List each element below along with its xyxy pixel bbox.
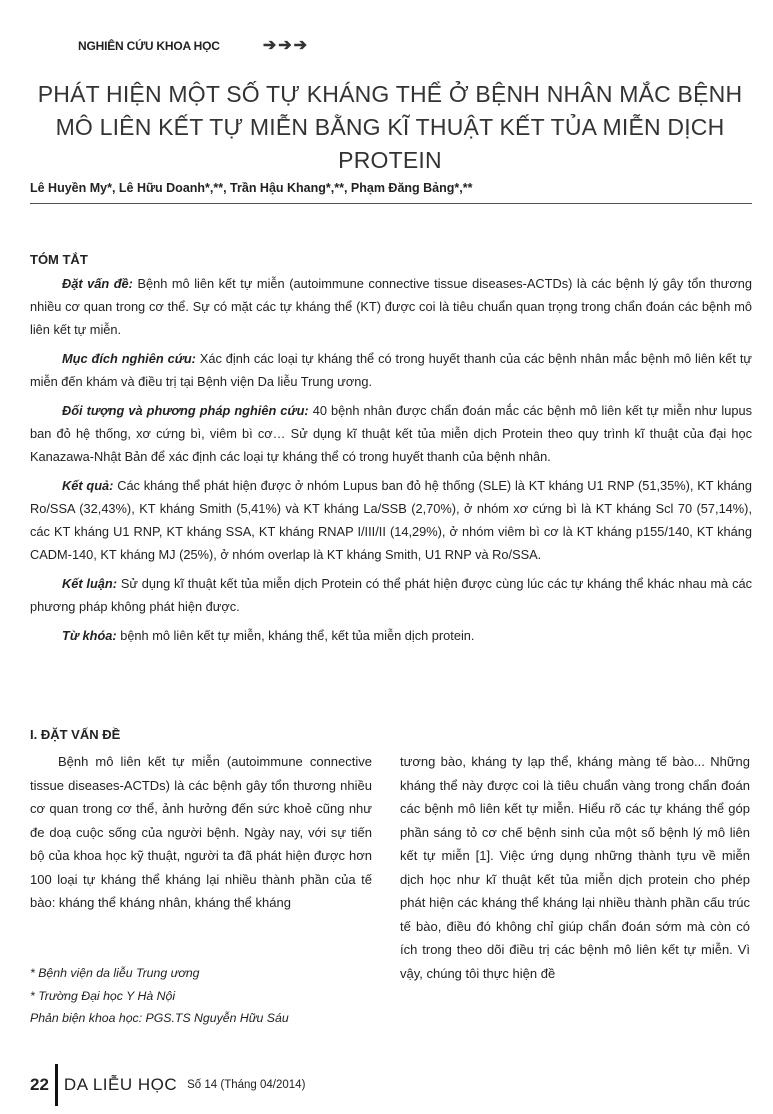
right-column-text: tương bào, kháng ty lạp thể, kháng màng tế bào... Những kháng thể này được coi là tiêu chuẩn vàng trong chẩn đoán các bệnh mô liên kết tự miễn. Hiểu rõ các tự kháng thể góp phần sáng tỏ cơ chế bệnh sinh của một số bệnh lý mô liên kết tự miễn [1]. Việc ứng dụng những thành tựu về miễn dịch học như kĩ thuật kết tủa miễn dịch protein cho phép phát hiện các kháng thể kháng lại nhiều thành phần cấu trúc tế bào, điều đó không chỉ giúp chẩn đoán sớm mà còn có ích trong theo dõi điều trị các bệnh mô liên kết tự miễn. Vì vậy, chúng tôi thực hiện đề (400, 754, 750, 981)
journal-name: DA LIỄU HỌC (63, 1075, 178, 1094)
abstract-paragraph: Kết luận: Sử dụng kĩ thuật kết tủa miễn dịch Protein có thể phát hiện được cùng lúc các tự kháng thể khác nhau mà các phương pháp không phát hiện được. (30, 576, 752, 614)
abstract-paragraph: Kết quả: Các kháng thể phát hiện được ở nhóm Lupus ban đỏ hệ thống (SLE) là KT kháng U1 RNP (51,35%), KT kháng Ro/SSA (32,43%), KT kháng Smith (5,41%) và KT kháng La/SSB (2,70%), ở nhóm xơ cứng bì là KT kháng Scl 70 (57,14%), các KT kháng U1 RNP, KT kháng SSA, KT kháng RNAP I/III/II (14,29%), ở nhóm viêm bì cơ là KT kháng p155/140, KT kháng CADM-140, KT kháng MJ (25%), ở nhóm overlap là KT kháng Smith, U1 RNP và Ro/SSA. (30, 478, 752, 562)
title-line-1: PHÁT HIỆN MỘT SỐ TỰ KHÁNG THỂ Ở BỆNH NHÂN MẮC BỆNH (37, 81, 743, 107)
author-list: Lê Huyền My*, Lê Hữu Doanh*,**, Trần Hậu Khang*,**, Phạm Đăng Bảng*,** (30, 181, 473, 195)
page-number: 22 (30, 1075, 49, 1094)
footnotes (30, 962, 370, 1030)
abstract-paragraph: Mục đích nghiên cứu: Xác định các loại tự kháng thể có trong huyết thanh của các bệnh nhân mắc bệnh mô liên kết tự miễn đến khám và điều trị tại Bệnh viện Da liễu Trung ương. (30, 351, 752, 389)
section-header (78, 35, 309, 55)
article-title (30, 78, 750, 177)
footnote: * Trường Đại học Y Hà Nội (30, 988, 176, 1003)
abstract-body (30, 272, 752, 653)
footnote: * Bệnh viện da liễu Trung ương (30, 966, 200, 980)
abstract-paragraph: Từ khóa: bệnh mô liên kết tự miễn, kháng thể, kết tủa miễn dịch protein. (62, 628, 475, 643)
abstract-paragraph: Đối tượng và phương pháp nghiên cứu: 40 bệnh nhân được chẩn đoán mắc các bệnh mô liên kết tự miễn như lupus ban đỏ hệ thống, xơ cứng bì, viêm bì cơ… Sử dụng kĩ thuật kết tủa miễn dịch Protein theo quy trình kĩ thuật của đại học Kanazawa-Nhật Bản để xác định các loại tự kháng thể có trong huyết thanh của bệnh nhân. (30, 403, 753, 464)
divider (30, 203, 752, 204)
title-line-2: MÔ LIÊN KẾT TỰ MIỄN BẰNG KĨ THUẬT KẾT TỦA MIỄN DỊCH PROTEIN (55, 114, 725, 173)
abstract-paragraph: Đặt vấn đề: Bệnh mô liên kết tự miễn (autoimmune connective tissue diseases-ACTDs) là các bệnh lý gây tổn thương nhiều cơ quan trong cơ thể. Sự có mặt các tự kháng thể (KT) được coi là tiêu chuẩn quan trọng trong chẩn đoán các bệnh mô liên kết tự miễn. (30, 276, 752, 337)
footer-bar (55, 1064, 58, 1106)
issue-info: Số 14 (Tháng 04/2014) (187, 1079, 306, 1091)
arrow-icon: ➔➔➔ (262, 37, 310, 54)
page-footer (30, 1064, 305, 1106)
section-heading: I. ĐẶT VẤN ĐỀ (30, 727, 121, 742)
section-label: NGHIÊN CỨU KHOA HỌC (78, 39, 220, 53)
footnote: Phản biện khoa học: PGS.TS Nguyễn Hữu Sáu (30, 1011, 289, 1025)
abstract-heading: TÓM TẮT (30, 252, 88, 267)
left-column-text: Bệnh mô liên kết tự miễn (autoimmune connective tissue diseases-ACTDs) là các bệnh gây tổn thương nhiều cơ quan trong cơ thể, ảnh hưởng đến sức khoẻ cũng như đe doạ cuộc sống của người bệnh. Ngày nay, với sự tiến bộ của khoa học kỹ thuật, người ta đã phát hiện được hơn 100 loại tự kháng thể kháng lại nhiều thành phần của tế bào: kháng thể kháng nhân, kháng thể kháng (30, 754, 372, 910)
